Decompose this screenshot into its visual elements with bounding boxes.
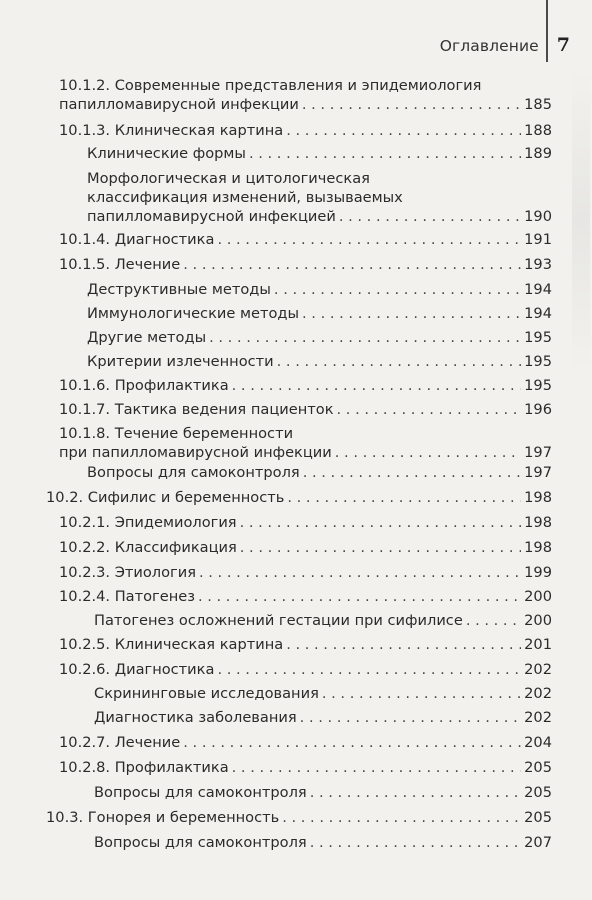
toc-entry — [59, 538, 552, 557]
dot-leader — [339, 207, 521, 226]
dot-leader — [277, 352, 522, 371]
toc-entry — [94, 684, 552, 703]
toc-page-number: 205 — [524, 784, 552, 801]
toc-entry — [59, 230, 552, 249]
dot-leader — [300, 708, 521, 727]
toc-entry — [87, 328, 552, 347]
toc-entry — [87, 463, 552, 482]
dot-leader — [335, 443, 521, 462]
toc-entry-text: Клинические формы — [87, 145, 246, 162]
toc-page-number: 200 — [524, 588, 552, 605]
dot-leader — [282, 808, 521, 827]
running-header — [440, 34, 570, 56]
toc-page-number: 185 — [524, 96, 552, 113]
toc-entry — [94, 833, 552, 852]
toc-entry — [94, 783, 552, 802]
toc-page-number: 194 — [524, 281, 552, 298]
toc-entry-text: классификация изменений, вызываемых — [87, 189, 403, 206]
toc-entry — [59, 76, 552, 114]
toc-entry-text: 10.1.3. Клиническая картина — [59, 122, 284, 139]
toc-entry-text: 10.1.7. Тактика ведения пациенток — [59, 401, 334, 418]
toc-entry-text: 10.2.1. Эпидемиология — [59, 514, 237, 531]
toc-page-number: 195 — [524, 329, 552, 346]
dot-leader — [310, 833, 521, 852]
toc-page-number: 195 — [524, 353, 552, 370]
toc-entry — [87, 352, 552, 371]
toc-page-number: 195 — [524, 377, 552, 394]
toc-entry — [59, 733, 552, 752]
dot-leader — [217, 230, 521, 249]
toc-entry-text: Вопросы для самоконтроля — [94, 784, 307, 801]
dot-leader — [286, 121, 521, 140]
toc-page-number: 193 — [524, 256, 552, 273]
dot-leader — [287, 488, 521, 507]
toc-page-number: 200 — [524, 612, 552, 629]
toc-entry — [87, 169, 552, 226]
dot-leader — [183, 733, 521, 752]
toc-page-number: 205 — [524, 809, 552, 826]
toc-page-number: 202 — [524, 685, 552, 702]
page-edge-shadow — [572, 70, 590, 370]
toc-page-number: 190 — [524, 208, 552, 225]
dot-leader — [232, 376, 521, 395]
toc-page-number: 197 — [524, 444, 552, 461]
toc-page-number: 197 — [524, 464, 552, 481]
toc-entry — [59, 376, 552, 395]
toc-entry-text: 10.1.5. Лечение — [59, 256, 181, 273]
toc-entry-text: Иммунологические методы — [87, 305, 300, 322]
dot-leader — [199, 563, 521, 582]
dot-leader — [337, 400, 522, 419]
header-title: Оглавление — [439, 37, 539, 55]
toc-entry-text: 10.1.8. Течение беременности — [59, 425, 294, 442]
toc-entry — [59, 121, 552, 140]
toc-entry-text: Скрининговые исследования — [94, 685, 319, 702]
toc-entry — [59, 400, 552, 419]
toc-entry — [59, 513, 552, 532]
toc-entry-text: 10.2.4. Патогенез — [59, 588, 195, 605]
dot-leader — [209, 328, 521, 347]
toc-page-number: 198 — [524, 539, 552, 556]
toc-page-number: 196 — [524, 401, 552, 418]
toc-entry — [46, 808, 552, 827]
toc-entry-text: Другие методы — [87, 329, 207, 346]
toc-page-number: 188 — [524, 122, 552, 139]
toc-entry-text: Деструктивные методы — [87, 281, 271, 298]
toc-entry-text: Вопросы для самоконтроля — [87, 464, 300, 481]
toc-entry-text: 10.1.2. Современные представления и эпидемиология — [59, 77, 482, 94]
toc-entry — [59, 660, 552, 679]
dot-leader — [217, 660, 521, 679]
dot-leader — [466, 611, 521, 630]
toc-entry-text: Патогенез осложнений гестации при сифилисе — [94, 612, 463, 629]
toc-entry — [87, 144, 552, 163]
dot-leader — [302, 304, 521, 323]
toc-entry — [59, 587, 552, 606]
toc-page-number: 207 — [524, 834, 552, 851]
toc-entry — [94, 611, 552, 630]
toc-entry — [87, 304, 552, 323]
toc-entry — [87, 280, 552, 299]
toc-entry — [59, 635, 552, 654]
toc-entry-text: 10.2. Сифилис и беременность — [46, 489, 285, 506]
toc-entry-text: 10.2.5. Клиническая картина — [59, 636, 284, 653]
toc-page-number: 191 — [524, 231, 552, 248]
toc-entry — [59, 255, 552, 274]
toc-entry-text: 10.1.6. Профилактика — [59, 377, 229, 394]
dot-leader — [240, 513, 522, 532]
toc-page-number: 205 — [524, 759, 552, 776]
toc-page-number: 189 — [524, 145, 552, 162]
toc-entry — [59, 424, 552, 462]
toc-entry-text: при папилломавирусной инфекции — [59, 444, 332, 461]
dot-leader — [183, 255, 521, 274]
dot-leader — [240, 538, 521, 557]
toc-entry — [59, 758, 552, 777]
toc-entry-text: 10.2.7. Лечение — [59, 734, 181, 751]
toc-entry — [94, 708, 552, 727]
dot-leader — [286, 635, 521, 654]
toc-entry-text: 10.2.2. Классификация — [59, 539, 237, 556]
toc-entry-text: 10.2.8. Профилактика — [59, 759, 229, 776]
toc-entry-text: папилломавирусной инфекции — [59, 96, 299, 113]
toc-page-number: 199 — [524, 564, 552, 581]
toc-page-number: 198 — [524, 514, 552, 531]
dot-leader — [310, 783, 521, 802]
toc-entry-text: 10.2.3. Этиология — [59, 564, 196, 581]
toc-entry-text: Морфологическая и цитологическая — [87, 170, 370, 187]
page-number: 7 — [556, 34, 570, 56]
toc-page-number: 202 — [524, 661, 552, 678]
dot-leader — [274, 280, 521, 299]
toc-page-number: 201 — [524, 636, 552, 653]
toc-entry — [46, 488, 552, 507]
dot-leader — [303, 463, 521, 482]
dot-leader — [249, 144, 521, 163]
toc-page-number: 204 — [524, 734, 552, 751]
toc-page-number: 202 — [524, 709, 552, 726]
toc-page-number: 198 — [524, 489, 552, 506]
dot-leader — [302, 95, 521, 114]
dot-leader — [322, 684, 521, 703]
toc-entry-text: 10.1.4. Диагностика — [59, 231, 215, 248]
toc-page-number: 194 — [524, 305, 552, 322]
toc-entry — [59, 563, 552, 582]
toc-entry-text: Диагностика заболевания — [94, 709, 297, 726]
toc-entry-text: папилломавирусной инфекцией — [87, 208, 336, 225]
toc-entry-text: 10.2.6. Диагностика — [59, 661, 215, 678]
toc-entry-text: Вопросы для самоконтроля — [94, 834, 307, 851]
dot-leader — [232, 758, 521, 777]
toc-entry-text: 10.3. Гонорея и беременность — [46, 809, 280, 826]
toc-entry-text: Критерии излеченности — [87, 353, 274, 370]
dot-leader — [198, 587, 521, 606]
